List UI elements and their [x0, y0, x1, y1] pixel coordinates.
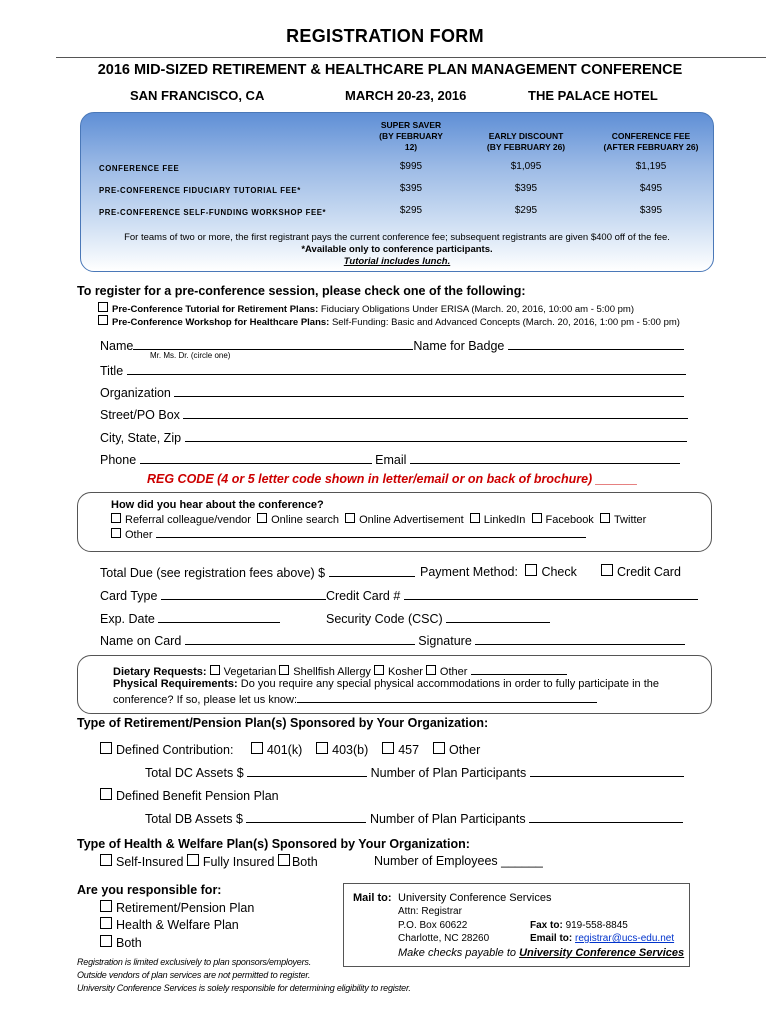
physical-row: Physical Requirements: Do you require any special physical accommodations in order to fully participate in the: [113, 678, 659, 690]
total-field[interactable]: [329, 564, 415, 577]
dc-row: [100, 742, 480, 757]
exp-field[interactable]: [158, 610, 280, 623]
credit-card-label: Credit Card: [617, 565, 681, 579]
checkbox[interactable]: [187, 854, 199, 866]
fee-table: [80, 112, 714, 272]
organization-row: [100, 384, 684, 400]
card-type-label: Card Type: [100, 589, 158, 603]
fax-label: Fax to:: [530, 920, 563, 931]
signature-label: Signature: [418, 634, 472, 648]
fee-value: $295: [514, 205, 538, 216]
team-discount-note: For teams of two or more, the first registrant pays the current conference fee; subsequent registrants are given $400 off of the fee.: [124, 232, 670, 243]
conference-name: 2016 MID-SIZED RETIREMENT & HEALTHCARE PLAN MANAGEMENT CONFERENCE: [97, 62, 683, 78]
checkbox[interactable]: [470, 513, 480, 523]
total-row: [100, 564, 415, 580]
badge-label: Name for Badge: [413, 339, 505, 353]
checkbox[interactable]: [382, 742, 394, 754]
fee-col-regular: CONFERENCE FEE (AFTER FEBRUARY 26): [603, 131, 699, 152]
badge-field[interactable]: [508, 337, 684, 350]
phone-field[interactable]: [140, 451, 372, 464]
checkbox[interactable]: [98, 315, 108, 325]
preconf-availability-note: *Available only to conference participants.: [301, 244, 493, 255]
dietary-row: [113, 664, 567, 678]
fax-row: [530, 920, 628, 931]
referral-other[interactable]: Other: [111, 527, 586, 541]
dc-assets-field[interactable]: [247, 764, 367, 777]
card-number-field[interactable]: [404, 587, 698, 600]
db-participants-label: Number of Plan Participants: [369, 812, 526, 826]
dietary-option[interactable]: Kosher: [374, 666, 423, 678]
responsible-option[interactable]: Retirement/Pension Plan: [100, 900, 254, 915]
retirement-heading: Type of Retirement/Pension Plan(s) Sponsored by Your Organization:: [77, 716, 489, 730]
physical-label: Physical Requirements:: [113, 678, 238, 690]
credit-card-option[interactable]: [601, 564, 681, 579]
fee-col-super-saver: SUPER SAVER (BY FEBRUARY 12): [379, 120, 443, 152]
health-row: [100, 854, 318, 869]
db-option[interactable]: Defined Benefit Pension Plan: [100, 788, 279, 803]
responsible-heading: Are you responsible for:: [77, 883, 222, 897]
payable-row: [398, 947, 684, 959]
title-field[interactable]: [127, 362, 686, 375]
title-row: [100, 362, 686, 378]
checkbox[interactable]: [98, 302, 108, 312]
organization-field[interactable]: [174, 384, 684, 397]
dietary-option[interactable]: Vegetarian: [210, 666, 277, 678]
reg-code-field[interactable]: REG CODE (4 or 5 letter code shown in letter/email or on back of brochure) ______: [147, 472, 638, 486]
physical-row-2: conference? If so, please let us know:: [113, 692, 597, 706]
checkbox[interactable]: [111, 513, 121, 523]
preconf-option-workshop[interactable]: Pre-Conference Workshop for Healthcare Plans: Self-Funding: Basic and Advanced Concepts (March. 20, 2016, 1:00 pm - 5:00 pm): [98, 315, 680, 328]
phone-row: [100, 451, 680, 467]
total-label: Total Due (see registration fees above) $: [100, 566, 326, 580]
referral-option[interactable]: Online Advertisement: [345, 514, 464, 526]
checkbox[interactable]: [100, 900, 112, 912]
checkbox[interactable]: [426, 665, 436, 675]
referral-option[interactable]: Online search: [257, 514, 339, 526]
fully-insured-option[interactable]: Fully Insured: [187, 855, 275, 869]
name-on-card-label: Name on Card: [100, 634, 182, 648]
payable-to: University Conference Services: [519, 947, 685, 959]
footer-line-1: Registration is limited exclusively to plan sponsors/employers.: [77, 957, 312, 967]
dc-assets-label: Total DC Assets $: [145, 766, 244, 780]
referral-heading: How did you hear about the conference?: [111, 499, 324, 511]
responsible-option[interactable]: Health & Welfare Plan: [100, 917, 239, 932]
checkbox[interactable]: [100, 742, 112, 754]
fee-value: $295: [399, 205, 423, 216]
payable-label: Make checks payable to: [398, 947, 517, 959]
db-participants-field[interactable]: [529, 810, 683, 823]
mail-po: P.O. Box 60622: [398, 920, 468, 931]
dc-option[interactable]: Defined Contribution:: [100, 743, 233, 757]
physical-field[interactable]: [297, 692, 597, 703]
dc-403b-option[interactable]: 403(b): [316, 743, 368, 757]
card-number-label: Credit Card #: [325, 589, 401, 603]
name-on-card-row: [100, 632, 685, 648]
checkbox[interactable]: [433, 742, 445, 754]
credit-card-checkbox[interactable]: [601, 564, 613, 576]
dietary-other-field[interactable]: [471, 664, 567, 675]
referral-options: [111, 513, 646, 526]
csc-field[interactable]: [446, 610, 550, 623]
name-field[interactable]: [133, 337, 413, 350]
preconf-heading: To register for a pre-conference session, please check one of the following:: [77, 284, 526, 298]
checkbox[interactable]: [251, 742, 263, 754]
fee-value: $395: [639, 205, 663, 216]
street-row: [100, 406, 688, 422]
city-label: City, State, Zip: [100, 431, 182, 445]
checkbox[interactable]: [100, 935, 112, 947]
street-label: Street/PO Box: [100, 408, 180, 422]
checkbox[interactable]: [210, 665, 220, 675]
checkbox[interactable]: [100, 917, 112, 929]
dc-457-option[interactable]: 457: [382, 743, 419, 757]
referral-option[interactable]: Referral colleague/vendor: [111, 514, 251, 526]
fee-row-label: PRE-CONFERENCE SELF-FUNDING WORKSHOP FEE*: [99, 208, 327, 217]
registrar-email-link[interactable]: registrar@ucs-edu.net: [575, 933, 675, 944]
dc-participants-label: Number of Plan Participants: [370, 766, 527, 780]
dietary-option[interactable]: Shellfish Allergy: [279, 666, 371, 678]
email-row: [530, 933, 674, 944]
title-label: Title: [100, 364, 124, 378]
csc-label: Security Code (CSC): [326, 612, 443, 626]
card-row: [100, 587, 698, 603]
email-field[interactable]: [410, 451, 680, 464]
conference-dates: MARCH 20-23, 2016: [345, 88, 467, 103]
dietary-label: Dietary Requests:: [113, 666, 207, 678]
tutorial-lunch-note: Tutorial includes lunch.: [343, 256, 451, 267]
payment-method: [420, 564, 577, 579]
signature-field[interactable]: [475, 632, 685, 645]
fee-row-label: CONFERENCE FEE: [99, 164, 180, 173]
referral-option[interactable]: Facebook: [532, 514, 594, 526]
checkbox[interactable]: [279, 665, 289, 675]
checkbox[interactable]: [600, 513, 610, 523]
checkbox[interactable]: [316, 742, 328, 754]
referral-option[interactable]: Twitter: [600, 514, 646, 526]
check-checkbox[interactable]: [525, 564, 537, 576]
both-option[interactable]: Both: [278, 855, 318, 869]
conference-venue: THE PALACE HOTEL: [528, 88, 658, 103]
form-title: REGISTRATION FORM: [286, 26, 484, 46]
title-divider: [56, 57, 766, 58]
exp-row: [100, 610, 280, 626]
salutation-hint: Mr. Ms. Dr. (circle one): [150, 351, 231, 360]
mail-org: University Conference Services: [398, 892, 552, 904]
fee-row-label: PRE-CONFERENCE FIDUCIARY TUTORIAL FEE*: [99, 186, 301, 195]
mail-city: Charlotte, NC 28260: [398, 933, 490, 944]
email-label: Email: [375, 453, 407, 467]
checkbox[interactable]: [100, 854, 112, 866]
checkbox[interactable]: [345, 513, 355, 523]
mail-attn: Attn: Registrar: [398, 906, 462, 917]
payment-method-label: Payment Method:: [420, 565, 518, 579]
checkbox[interactable]: [257, 513, 267, 523]
phone-label: Phone: [100, 453, 137, 467]
employees-field[interactable]: Number of Employees ______: [374, 854, 543, 868]
dc-other-option[interactable]: Other: [433, 743, 480, 757]
fee-value: $1,195: [635, 161, 667, 172]
referral-option[interactable]: LinkedIn: [470, 514, 526, 526]
fax-number: 919-558-8845: [565, 920, 628, 931]
dc-assets-row: [145, 764, 684, 780]
dc-participants-field[interactable]: [530, 764, 684, 777]
preconf-option-tutorial[interactable]: Pre-Conference Tutorial for Retirement Plans: Fiduciary Obligations Under ERISA (March. 20, 2016, 10:00 am - 5:00 pm): [98, 302, 634, 315]
dc-401k-option[interactable]: 401(k): [251, 743, 302, 757]
exp-label: Exp. Date: [100, 612, 155, 626]
fee-value: $395: [399, 183, 423, 194]
csc-row: [326, 610, 550, 626]
street-field[interactable]: [183, 406, 688, 419]
self-insured-option[interactable]: Self-Insured: [100, 855, 183, 869]
fee-col-early: EARLY DISCOUNT (BY FEBRUARY 26): [486, 131, 566, 152]
checkbox[interactable]: [374, 665, 384, 675]
referral-other-field[interactable]: [156, 527, 586, 538]
name-label: Name: [100, 339, 134, 353]
db-assets-label: Total DB Assets $: [145, 812, 243, 826]
fee-value: $495: [639, 183, 663, 194]
conference-city: SAN FRANCISCO, CA: [130, 88, 265, 103]
fee-value: $395: [514, 183, 538, 194]
city-row: [100, 429, 687, 445]
footer-line-3: University Conference Services is solely responsible for determining eligibility to register.: [77, 983, 411, 993]
name-on-card-field[interactable]: [185, 632, 415, 645]
email-to-label: Email to:: [530, 933, 573, 944]
dietary-option[interactable]: Other: [426, 666, 468, 678]
city-field[interactable]: [185, 429, 687, 442]
checkbox[interactable]: [100, 788, 112, 800]
health-heading: Type of Health & Welfare Plan(s) Sponsored by Your Organization:: [77, 837, 470, 851]
checkbox[interactable]: [111, 528, 121, 538]
mail-to-label: Mail to:: [353, 892, 392, 904]
footer-line-2: Outside vendors of plan services are not permitted to register.: [77, 970, 311, 980]
fee-value: $1,095: [510, 161, 542, 172]
card-type-field[interactable]: [161, 587, 326, 600]
check-label: Check: [541, 565, 577, 579]
db-assets-field[interactable]: [246, 810, 366, 823]
db-assets-row: [145, 810, 683, 826]
organization-label: Organization: [100, 386, 171, 400]
responsible-option[interactable]: Both: [100, 935, 142, 950]
fee-value: $995: [399, 161, 423, 172]
checkbox[interactable]: [278, 854, 290, 866]
checkbox[interactable]: [532, 513, 542, 523]
